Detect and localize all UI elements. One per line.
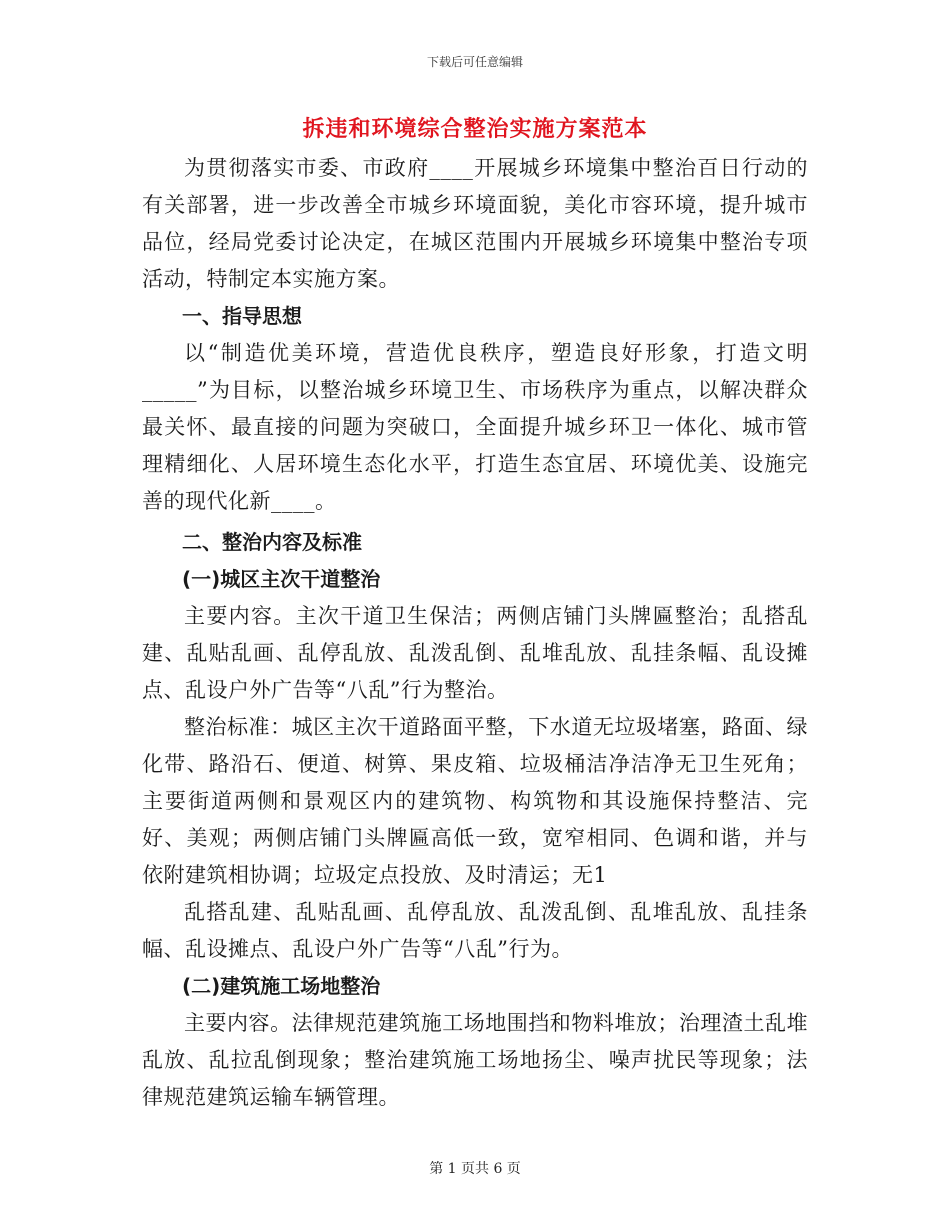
paragraph-main-roads-standards: 整治标准：城区主次干道路面平整，下水道无垃圾堵塞，路面、绿化带、路沿石、便道、树箅、果皮箱、垃圾桶洁净洁净无卫生死角；主要街道两侧和景观区内的建筑物、构筑物和其设施保持整洁、完好、美观；两侧店铺门头牌匾高低一致，宽窄相同、色调和谐，并与依附建筑相协调；垃圾定点投放、及时清运；无1 xyxy=(142,715,808,887)
heading-content-standards: 二、整治内容及标准 xyxy=(182,530,362,554)
paragraph-construction-content: 主要内容。法律规范建筑施工场地围挡和物料堆放；治理渣土乱堆乱放、乱拉乱倒现象；整治建筑施工场地扬尘、噪声扰民等现象；法律规范建筑运输车辆管理。 xyxy=(142,1011,808,1109)
paragraph-main-roads-content: 主要内容。主次干道卫生保洁；两侧店铺门头牌匾整治；乱搭乱建、乱贴乱画、乱停乱放、乱泼乱倒、乱堆乱放、乱挂条幅、乱设摊点、乱设户外广告等“八乱”行为整治。 xyxy=(142,604,808,702)
header-note: 下载后可任意编辑 xyxy=(426,55,523,69)
document-title: 拆违和环境综合整治实施方案范本 xyxy=(302,116,648,142)
paragraph-eight-disorders: 乱搭乱建、乱贴乱画、乱停乱放、乱泼乱倒、乱堆乱放、乱挂条幅、乱设摊点、乱设户外广告等“八乱”行为。 xyxy=(142,900,808,961)
subheading-construction-sites: (二)建筑施工场地整治 xyxy=(182,974,381,998)
paragraph-guiding-ideology: 以“制造优美环境，营造优良秩序，塑造良好形象，打造文明_____”为目标，以整治城乡环境卫生、市场秩序为重点，以解决群众最关怀、最直接的问题为突破口，全面提升城乡环卫一体化、城市管理精细化、人居环境生态化水平，打造生态宜居、环境优美、设施完善的现代化新____。 xyxy=(142,341,808,513)
subheading-main-roads: (一)城区主次干道整治 xyxy=(182,567,381,591)
heading-guiding-ideology: 一、指导思想 xyxy=(182,304,302,328)
page-number: 第 1 页共 6 页 xyxy=(429,1161,521,1177)
paragraph-intro: 为贯彻落实市委、市政府____开展城乡环境集中整治百日行动的有关部署，进一步改善全市城乡环境面貌，美化市容环境，提升城市品位，经局党委讨论决定，在城区范围内开展城乡环境集中整治专项活动，特制定本实施方案。 xyxy=(142,156,808,291)
document-body xyxy=(142,150,808,1116)
